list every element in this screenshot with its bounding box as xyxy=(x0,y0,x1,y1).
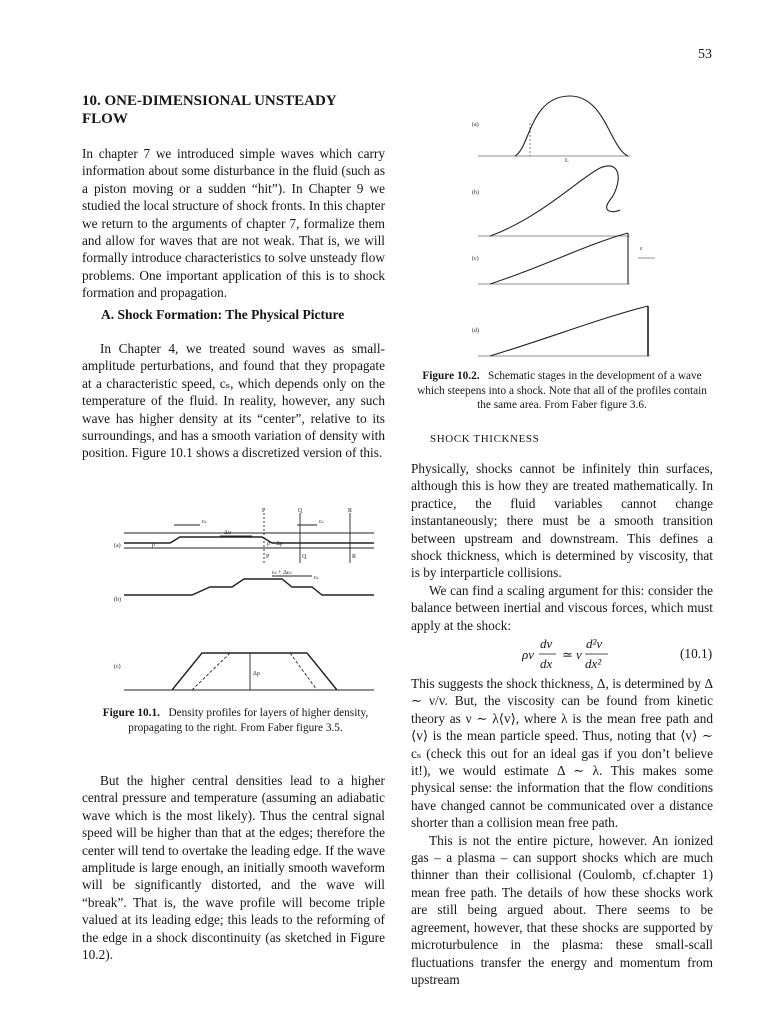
right-paragraph-1: Physically, shocks cannot be infinitely thin surfaces, although this is how they are treated mathematically. In practice, the fluid variables cannot change instantaneously; there must be a smooth transition between upstream and downstream. This defines a shock thickness, which is determined by viscosity, that is by interparticle collisions. xyxy=(411,461,713,581)
fig2-panel-a: (a) xyxy=(472,122,479,128)
figure-10-1-caption xyxy=(88,706,383,735)
left-bottom-paragraph: But the higher central densities lead to a higher central pressure and temperature (assuming an adiabatic wave which is the most likely). Thus the central signal speed will be higher than that at the edges; therefore the center will tend to overtake the leading edge. If the wave amplitude is large enough, an initially smooth waveform will be significantly distorted, and the wave will “break”. That is, the wave profile will become triple valued at its leading edge; this leads to the reforming of the edge in a shock discontinuity (as sketched in Figure 10.2). xyxy=(82,773,385,963)
section-a-title: A. Shock Formation: The Physical Picture xyxy=(101,307,345,322)
intro-paragraph: In chapter 7 we introduced simple waves which carry information about some disturbance in the fluid (such as a piston moving or a sudden “hit”). In Chapter 9 we studied the local structure of shock fronts. In this chapter we return to the arguments of chapter 7, formalize them and allow for waves that are not weak. That is, we will formally introduce characteristics to solve unsteady flow problems. One important application of this is to shock formation and propagation. xyxy=(82,146,385,301)
fig1-panel-c: (c) xyxy=(114,664,121,670)
svg-text:ρv: ρv xyxy=(522,647,535,662)
fig1-point-p: P xyxy=(262,508,266,514)
fig2-panel-c: (c) xyxy=(472,256,479,262)
fig1-point-r: R xyxy=(348,508,353,514)
fig1-delta-u: Δu xyxy=(224,530,231,536)
figure-10-1 xyxy=(112,505,377,705)
fig1-delta-rho: Δρ xyxy=(253,671,260,677)
svg-text:dv: dv xyxy=(540,636,553,651)
page-number: 53 xyxy=(698,47,712,62)
fig1-rho-plus: ρ + Δρ xyxy=(267,541,283,547)
svg-text:dx²: dx² xyxy=(585,656,602,671)
fig2-label-c: c xyxy=(640,246,643,252)
fig1-cs-a: cₛ xyxy=(202,519,207,525)
right-column-lower xyxy=(411,675,713,988)
figure-10-2-label: Figure 10.2. xyxy=(422,370,480,382)
equation-number: (10.1) xyxy=(680,646,713,661)
fig1-cs-plus: cₛ + Δcₛ xyxy=(272,570,292,576)
right-paragraph-4: This is not the entire picture, however. An ionized gas – a plasma – can support shocks which are much thinner than their collisional (Coulomb, cf.chapter 1) mean free path. The details of how these shocks work are still being argued about. There seems to be agreement, however, that these shocks are supported by microturbulence in the plasma: these small-scall fluctuations transfer the energy and momentum from upstream xyxy=(411,832,713,987)
fig1-panel-b: (b) xyxy=(114,597,121,603)
fig2-label-l: L xyxy=(565,158,569,164)
svg-text:d²v: d²v xyxy=(586,636,603,651)
fig1-point-p2: P xyxy=(266,554,270,560)
fig2-panel-b: (b) xyxy=(472,190,479,196)
figure-10-1-label: Figure 10.1. xyxy=(102,707,160,719)
figure-10-2 xyxy=(470,88,670,364)
fig1-point-q: Q xyxy=(298,508,303,514)
fig2-panel-d: (d) xyxy=(472,328,479,334)
fig1-panel-a: (a) xyxy=(114,543,121,549)
figure-10-2-caption xyxy=(412,369,712,413)
right-paragraph-2: We can find a scaling argument for this: consider the balance between inertial and viscous forces, which must apply at the shock: xyxy=(411,582,713,633)
chapter-title: 10. ONE-DIMENSIONAL UNSTEADY FLOW xyxy=(82,93,337,127)
fig1-point-r2: R xyxy=(352,554,357,560)
figure-10-2-text: Schematic stages in the development of a wave which steepens into a shock. Note that all of the profiles contain the same area. From Faber figure 3.6. xyxy=(417,370,707,411)
fig1-cs-a2: cₛ xyxy=(319,519,324,525)
svg-text:dx: dx xyxy=(540,656,553,671)
fig1-point-q2: Q xyxy=(302,554,307,560)
figure-10-1-text: Density profiles for layers of higher density, propagating to the right. From Faber figure 3.5. xyxy=(128,707,369,734)
fig1-rho: ρ xyxy=(152,542,155,548)
section-a-paragraph: In Chapter 4, we treated sound waves as small-amplitude perturbations, and found that they propagate at a characteristic speed, cₛ, which depends only on the temperature of the fluid. In reality, however, any such wave has higher density at its “center”, relative to its surroundings, and has a smooth variation of density with position. Figure 10.1 shows a discretized version of this. xyxy=(82,341,385,461)
fig1-cs-b: cₛ xyxy=(314,575,319,581)
svg-text:≃: ≃ xyxy=(562,647,573,662)
right-paragraph-3: This suggests the shock thickness, Δ, is determined by Δ ∼ ν/v. But, the viscosity can be found from kinetic theory as ν ∼ λ⟨v⟩, where λ is the mean free path and ⟨v⟩ is the mean particle speed. Thus, noting that ⟨v⟩ ∼ cₛ (check this out for an ideal gas if you don’t believe it!), we would estimate Δ ∼ λ. This makes some physical sense: the information that the flow conditions have changed cannot be communicated over a distance shorter than a collision mean free path. xyxy=(411,676,713,831)
right-column-upper xyxy=(411,460,713,634)
shock-thickness-heading: SHOCK THICKNESS xyxy=(430,433,540,445)
svg-text:ν: ν xyxy=(576,647,582,662)
